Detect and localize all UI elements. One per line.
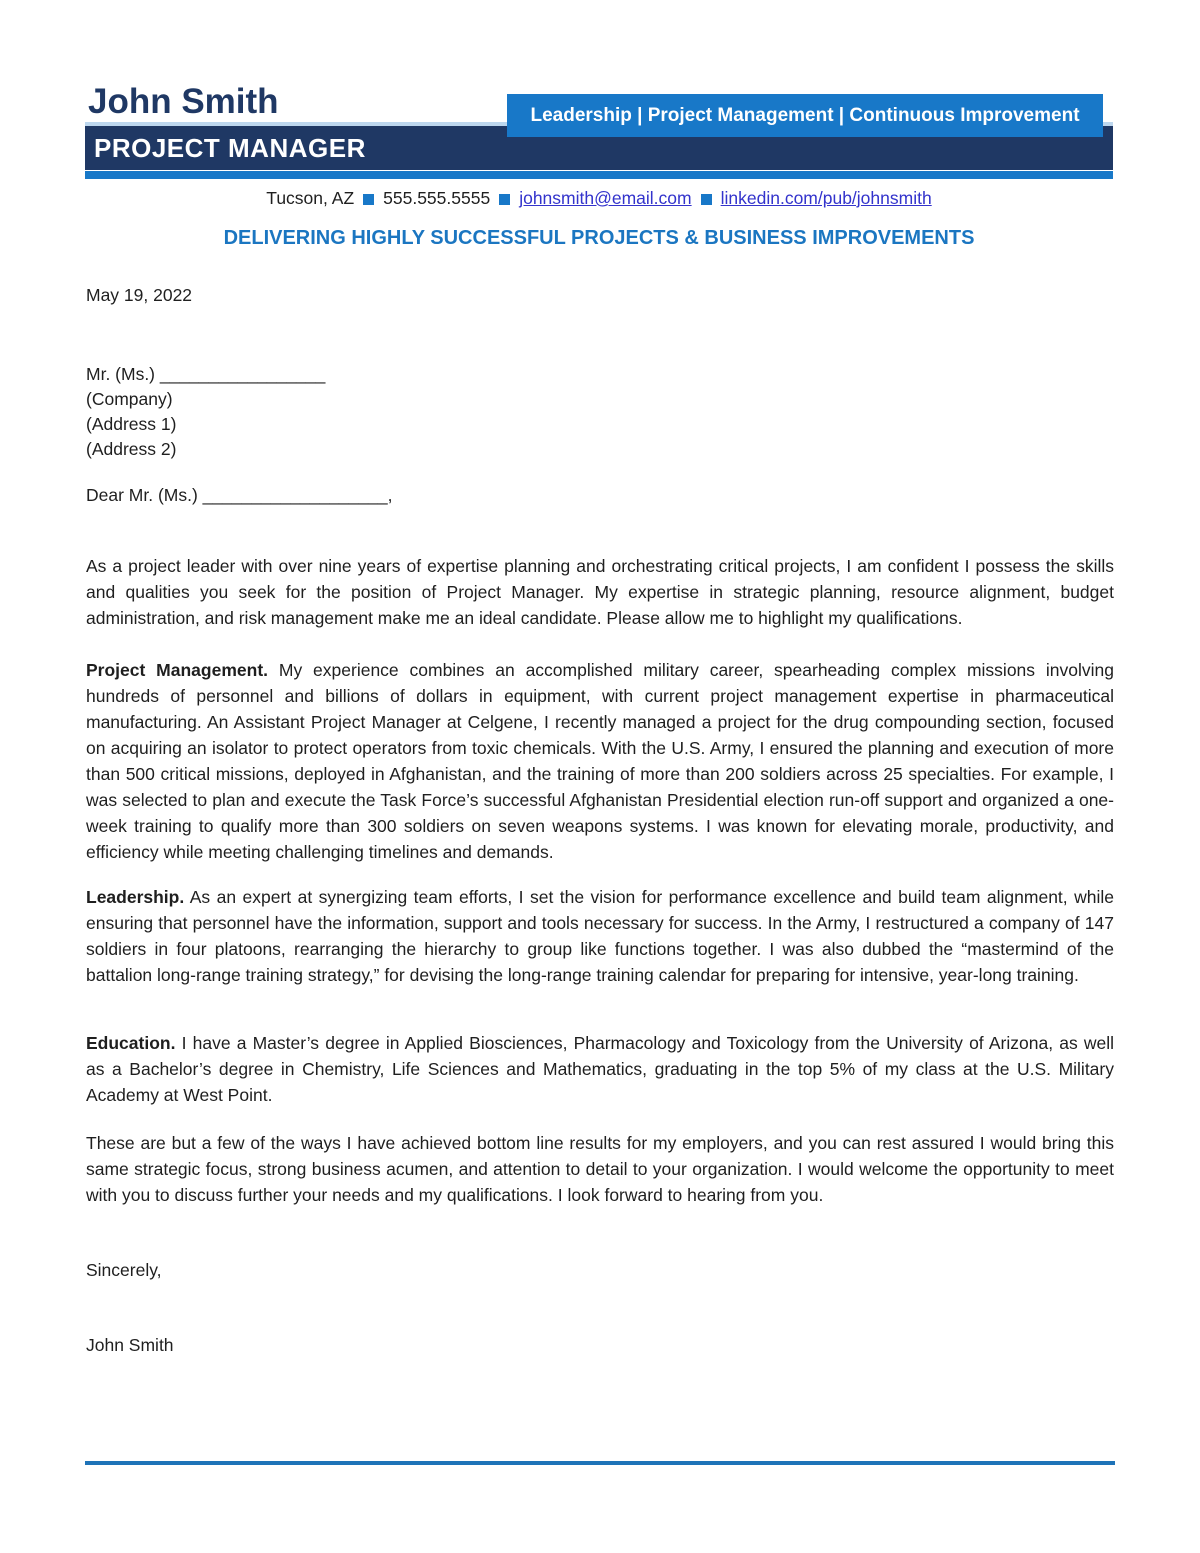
contact-line [85,188,1113,209]
recipient-name-line: Mr. (Ms.) _________________ [86,364,326,384]
paragraph-text: I have a Master’s degree in Applied Biosciences, Pharmacology and Toxicology from the University of Arizona, as well as a Bachelor’s degree in Chemistry, Life Sciences and Mathematics, graduating in the top 5% of my class at the U.S. Military Academy at West Point. [86,1033,1114,1105]
recipient-block [86,362,1114,462]
square-bullet-icon [701,194,712,205]
paragraph-lead: Project Management. [86,660,269,680]
paragraph-education [86,1030,1114,1108]
closing: Sincerely, [86,1260,162,1280]
paragraph-intro [86,553,1114,631]
tagline-text: Leadership | Project Management | Continuous Improvement [530,104,1080,126]
job-title: PROJECT MANAGER [94,132,366,163]
salutation: Dear Mr. (Ms.) ___________________, [86,485,393,505]
branding-headline: DELIVERING HIGHLY SUCCESSFUL PROJECTS & BUSINESS IMPROVEMENTS [223,227,975,249]
paragraph-text: As a project leader with over nine years of expertise planning and orchestrating critical projects, I am confident I possess the skills and qualities you seek for the position of Project Manager. My expertise in strategic planning, resource alignment, budget administration, and risk management make me an ideal candidate. Please allow me to highlight my qualifications. [86,556,1114,628]
email-link[interactable]: johnsmith@email.com [519,188,692,208]
recipient-company-line: (Company) [86,389,173,409]
square-bullet-icon [363,194,374,205]
candidate-name: John Smith [88,82,279,121]
letter-date: May 19, 2022 [86,285,193,305]
square-bullet-icon [499,194,510,205]
recipient-address2-line: (Address 2) [86,439,177,459]
paragraph-text: These are but a few of the ways I have achieved bottom line results for my employers, and you can rest assured I would bring this same strategic focus, strong business acumen, and attention to detail to your organization. I would welcome the opportunity to meet with you to discuss further your needs and my qualifications. I look forward to hearing from you. [86,1133,1114,1205]
contact-location: Tucson, AZ [266,188,355,208]
paragraph-text: My experience combines an accomplished military career, spearheading complex missions involving hundreds of personnel and billions of dollars in equipment, with current project management expertise in pharmaceutical manufacturing. An Assistant Project Manager at Celgene, I recently managed a project for the drug compounding section, focused on acquiring an isolator to protect operators from toxic chemicals. With the U.S. Army, I ensured the planning and execution of more than 500 critical missions, deployed in Afghanistan, and the training of more than 200 soldiers across 25 specialties. For example, I was selected to plan and execute the Task Force’s successful Afghanistan Presidential election run-off support and organized a one-week training to qualify more than 300 soldiers on seven weapons systems. I was known for elevating morale, productivity, and efficiency while meeting challenging timelines and demands. [86,660,1114,862]
paragraph-lead: Education. [86,1033,176,1053]
paragraph-closing-pitch [86,1130,1114,1208]
paragraph-leadership [86,884,1114,988]
header-accent-strip [85,171,1113,179]
paragraph-lead: Leadership. [86,887,185,907]
signature: John Smith [86,1335,174,1355]
footer-rule [85,1461,1115,1465]
linkedin-link[interactable]: linkedin.com/pub/johnsmith [720,188,932,208]
tagline-banner [507,94,1103,137]
recipient-address1-line: (Address 1) [86,414,177,434]
paragraph-project-management [86,657,1114,865]
contact-phone: 555.555.5555 [383,188,491,208]
paragraph-text: As an expert at synergizing team efforts, I set the vision for performance excellence and build team alignment, while ensuring that personnel have the information, support and tools necessary for success. In the Army, I restructured a company of 147 soldiers in four platoons, rearranging the hierarchy to group like functions together. I was also dubbed the “mastermind of the battalion long-range training strategy,” for devising the long-range training calendar for preparing for intensive, year-long training. [86,887,1114,985]
